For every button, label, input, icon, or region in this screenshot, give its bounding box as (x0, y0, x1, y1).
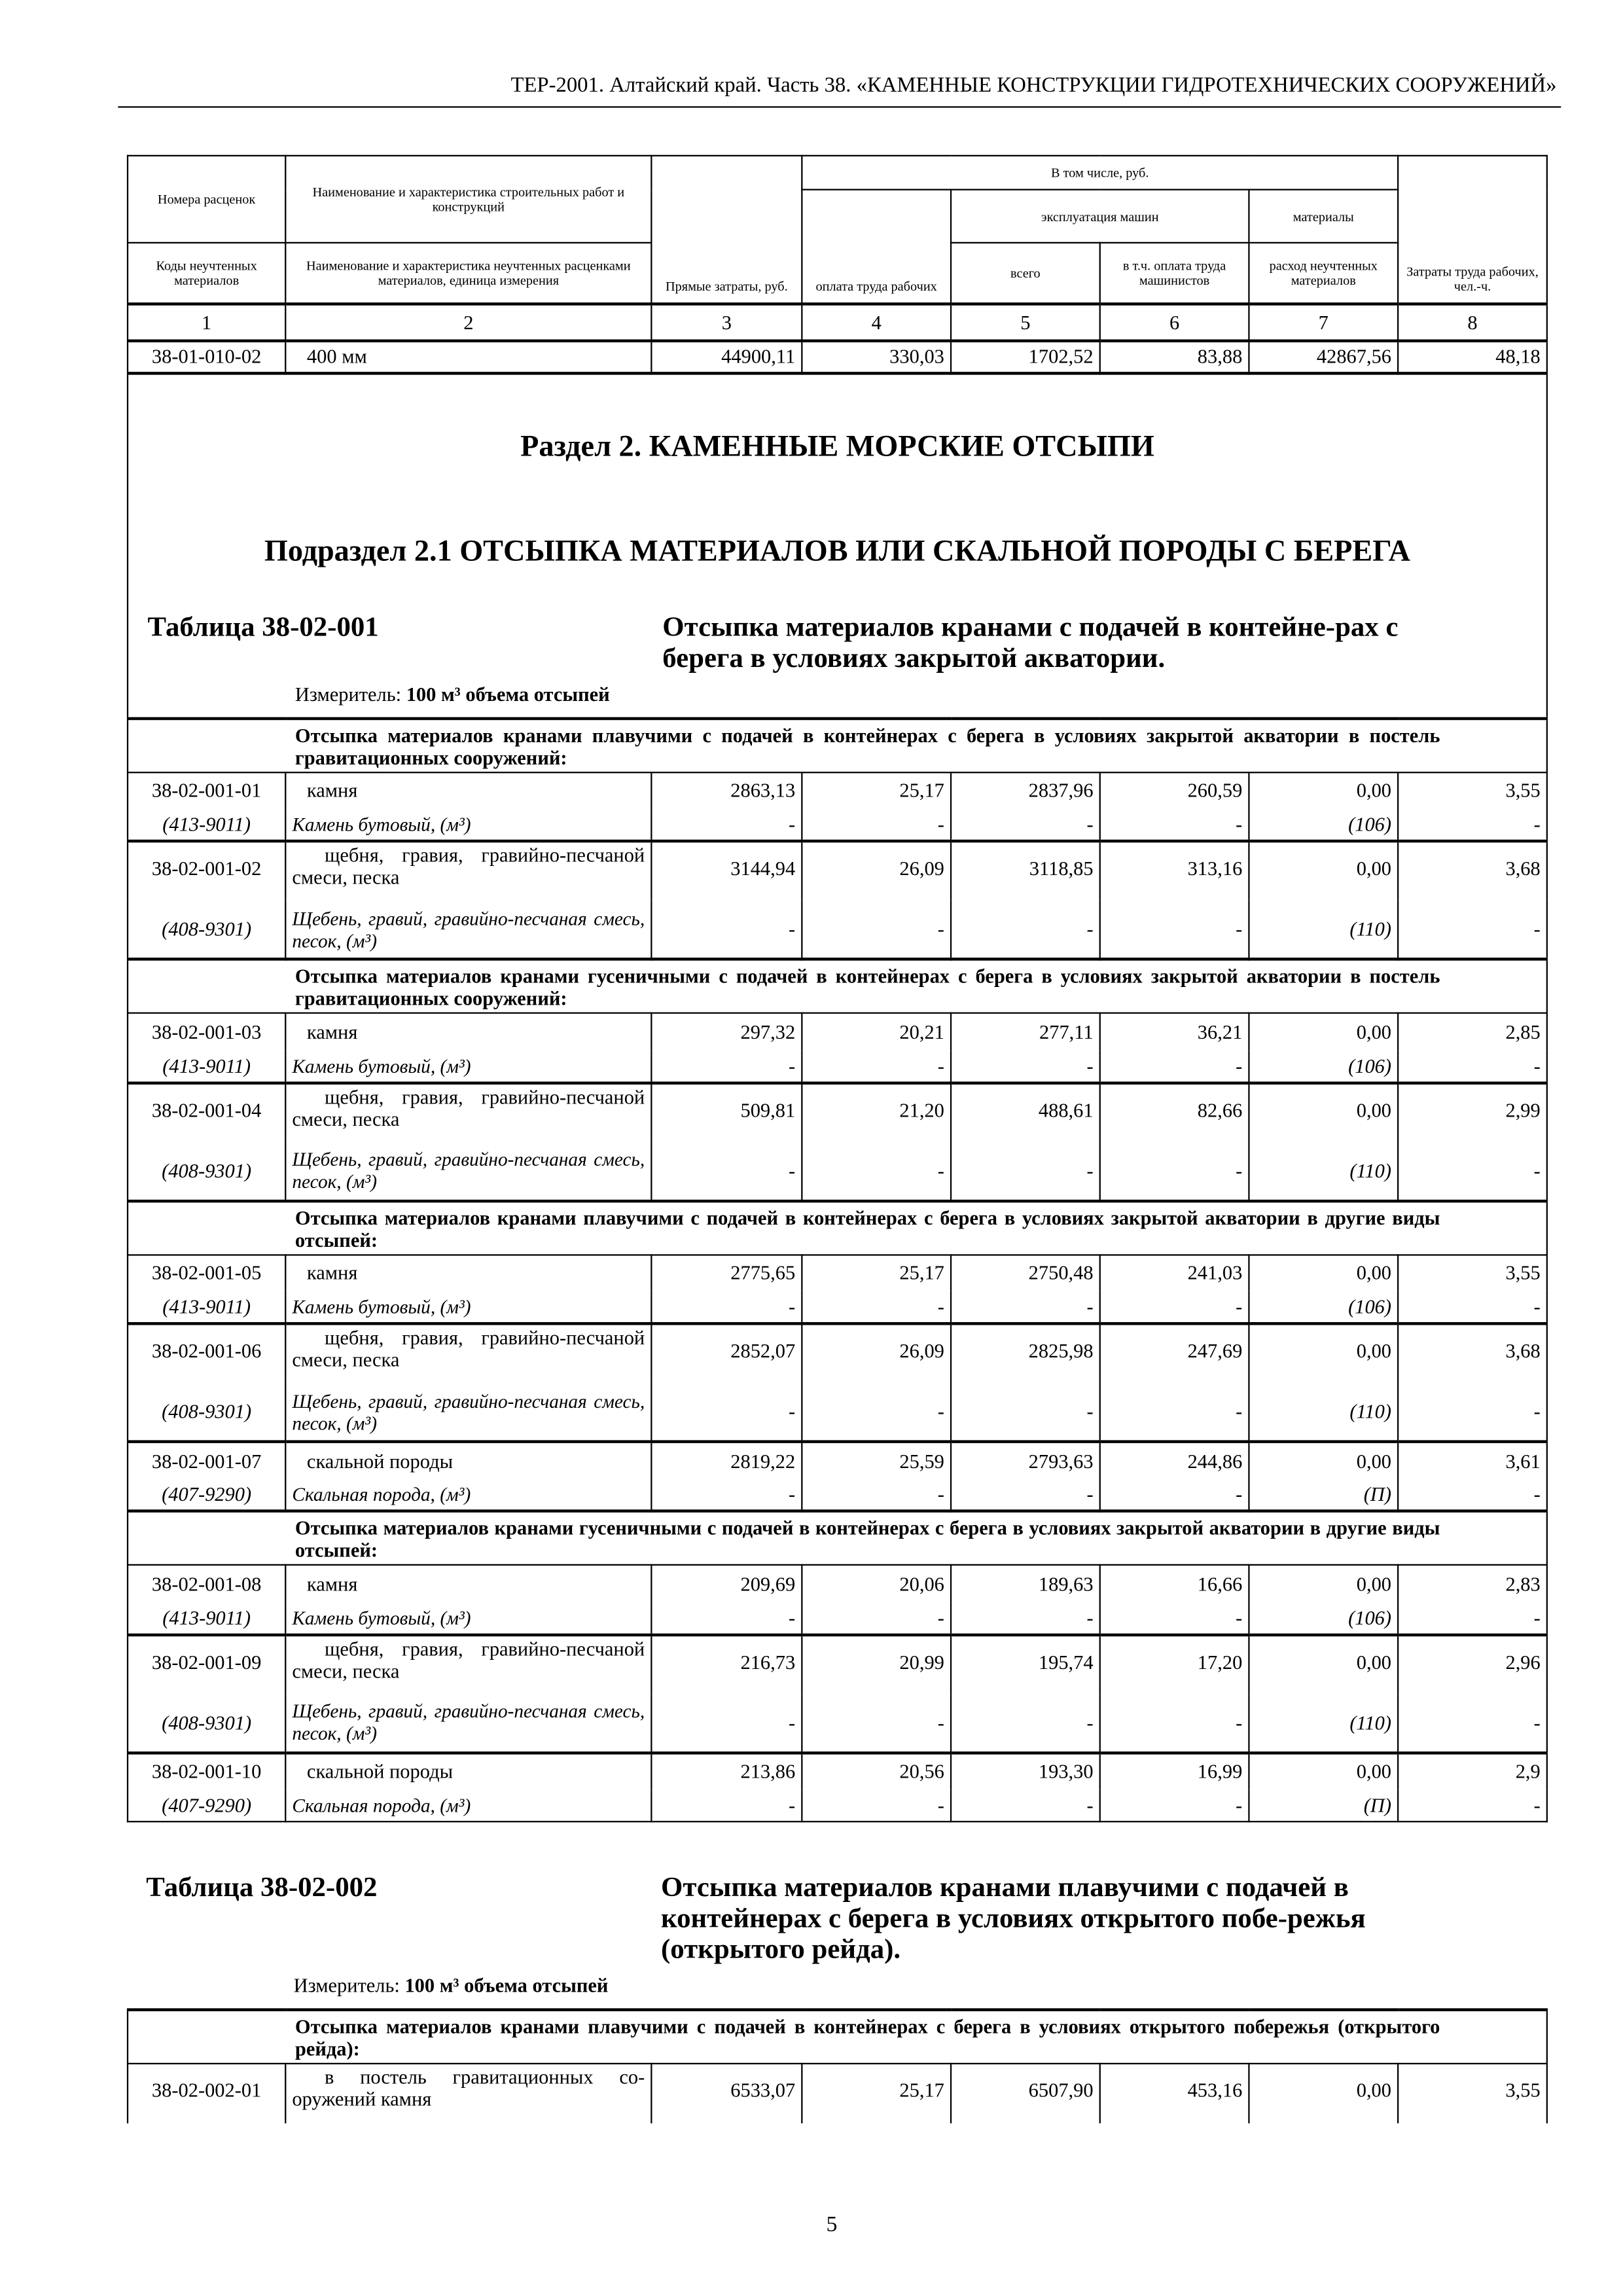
material-value-cell: - (951, 1602, 1100, 1634)
material-value-cell: - (1398, 1693, 1547, 1752)
material-code: (408-9301) (128, 900, 285, 959)
material-row (128, 808, 1547, 841)
rate-row (128, 772, 1547, 808)
value-cell: 3,68 (1398, 841, 1547, 900)
value-cell: 330,03 (802, 340, 951, 373)
rate-name: щебня, гравия, гравийно-песчаной смеси, песка (285, 1083, 651, 1141)
material-row (128, 1382, 1547, 1441)
rate-code: 38-02-002-01 (128, 2064, 285, 2123)
material-name: Камень бутовый, (м³) (285, 808, 651, 841)
rate-row (128, 841, 1547, 900)
value-cell: 2,83 (1398, 1565, 1547, 1602)
value-cell: 2819,22 (651, 1442, 802, 1479)
value-cell: 260,59 (1100, 772, 1249, 808)
rate-name: камня (285, 772, 651, 808)
rate-code: 38-01-010-02 (128, 340, 285, 373)
col8-header: Затраты труда рабочих, чел.-ч. (1398, 156, 1547, 303)
value-cell: 6533,07 (651, 2064, 802, 2123)
rate-name: скальной породы (285, 1752, 651, 1789)
material-value-cell: - (951, 1050, 1100, 1083)
material-name: Камень бутовый, (м³) (285, 1291, 651, 1324)
column-number: 6 (1100, 303, 1249, 340)
material-value-cell: - (651, 1291, 802, 1324)
rate-row (128, 1254, 1547, 1291)
value-cell: 189,63 (951, 1565, 1100, 1602)
material-value-cell: - (1398, 900, 1547, 959)
value-cell: 2793,63 (951, 1442, 1100, 1479)
value-cell: 216,73 (651, 1634, 802, 1693)
material-value-cell: - (1100, 1141, 1249, 1200)
value-cell: 48,18 (1398, 340, 1547, 373)
material-value-cell: - (802, 1382, 951, 1441)
value-cell: 0,00 (1249, 772, 1398, 808)
group-title: Отсыпка материалов кранами плавучими с подачей в контейнерах с берега в условиях закрытой акватории в другие виды отсыпей: (128, 1200, 1547, 1254)
material-name: Щебень, гравий, гравийно-песчаная смесь, песок, (м³) (285, 1141, 651, 1200)
value-cell: 2837,96 (951, 772, 1100, 808)
table-label: Таблица 38-02-001 (147, 611, 379, 643)
value-cell: 509,81 (651, 1083, 802, 1141)
value-cell: 42867,56 (1249, 340, 1398, 373)
page-number: 5 (826, 2213, 838, 2237)
value-cell: 20,06 (802, 1565, 951, 1602)
group-header-row (128, 1511, 1547, 1565)
material-code: (413-9011) (128, 808, 285, 841)
material-value-cell: - (951, 1291, 1100, 1324)
material-row (128, 900, 1547, 959)
rate-code: 38-02-001-03 (128, 1013, 285, 1050)
value-cell: 82,66 (1100, 1083, 1249, 1141)
material-value-cell: - (1398, 1050, 1547, 1083)
measure-value: 100 м³ объема отсыпей (404, 1974, 609, 1997)
material-value-cell: - (802, 1789, 951, 1822)
material-code: (413-9011) (128, 1050, 285, 1083)
group-title: Отсыпка материалов кранами плавучими с подачей в контейнерах с берега в условиях закрытой акватории в постель гравитационных сооружений: (128, 718, 1547, 772)
material-code: (408-9301) (128, 1141, 285, 1200)
rate-name: камня (285, 1565, 651, 1602)
value-cell: 0,00 (1249, 1634, 1398, 1693)
material-value-cell: - (951, 1479, 1100, 1511)
value-cell: 20,56 (802, 1752, 951, 1789)
value-cell: 25,59 (802, 1442, 951, 1479)
material-row (128, 1050, 1547, 1083)
material-value-cell: - (1398, 1291, 1547, 1324)
material-value-cell: - (802, 1050, 951, 1083)
material-value-cell: - (651, 1050, 802, 1083)
material-value-cell: - (651, 1141, 802, 1200)
material-code: (413-9011) (128, 1291, 285, 1324)
section-heading-cell (128, 372, 1547, 718)
col7-header: расход неучтенных материалов (1249, 243, 1398, 303)
value-cell: 2775,65 (651, 1254, 802, 1291)
value-cell: 195,74 (951, 1634, 1100, 1693)
material-value-cell: - (802, 1479, 951, 1511)
value-cell: 3,68 (1398, 1323, 1547, 1382)
material-value-cell: - (951, 1789, 1100, 1822)
material-row (128, 1291, 1547, 1324)
value-cell: 26,09 (802, 1323, 951, 1382)
value-cell: 0,00 (1249, 1442, 1398, 1479)
rate-code: 38-02-001-10 (128, 1752, 285, 1789)
material-name: Щебень, гравий, гравийно-песчаная смесь, песок, (м³) (285, 900, 651, 959)
value-cell: 21,20 (802, 1083, 951, 1141)
material-value-cell: - (951, 1382, 1100, 1441)
value-cell: 0,00 (1249, 2064, 1398, 2123)
value-cell: 44900,11 (651, 340, 802, 373)
material-value-cell: - (1398, 1479, 1547, 1511)
value-cell: 209,69 (651, 1565, 802, 1602)
rate-row (128, 1634, 1547, 1693)
section-title: Раздел 2. КАМЕННЫЕ МОРСКИЕ ОТСЫПИ (520, 430, 1154, 463)
value-cell: 213,86 (651, 1752, 802, 1789)
value-cell: 0,00 (1249, 1013, 1398, 1050)
rate-name: щебня, гравия, гравийно-песчаной смеси, песка (285, 1634, 651, 1693)
rate-row (128, 1323, 1547, 1382)
value-cell: 241,03 (1100, 1254, 1249, 1291)
rate-row (128, 1442, 1547, 1479)
column-number: 3 (651, 303, 802, 340)
material-value-cell: (106) (1249, 808, 1398, 841)
rate-row (128, 1013, 1547, 1050)
material-value-cell: - (802, 900, 951, 959)
column-number: 8 (1398, 303, 1547, 340)
material-value-cell: - (1100, 1479, 1249, 1511)
value-cell: 1702,52 (951, 340, 1100, 373)
rate-name: камня (285, 1013, 651, 1050)
value-cell: 2750,48 (951, 1254, 1100, 1291)
material-name: Скальная порода, (м³) (285, 1789, 651, 1822)
material-value-cell: (110) (1249, 1141, 1398, 1200)
material-value-cell: - (802, 1693, 951, 1752)
col6-header: в т.ч. оплата труда машинистов (1100, 243, 1249, 303)
material-name: Камень бутовый, (м³) (285, 1602, 651, 1634)
material-code: (408-9301) (128, 1382, 285, 1441)
group-title: Отсыпка материалов кранами гусеничными с подачей в контейнерах с берега в условиях закрытой акватории в другие виды отсыпей: (128, 1511, 1547, 1565)
value-cell: 488,61 (951, 1083, 1100, 1141)
material-value-cell: (106) (1249, 1602, 1398, 1634)
material-code: (407-9290) (128, 1479, 285, 1511)
value-cell: 20,21 (802, 1013, 951, 1050)
rate-code: 38-02-001-09 (128, 1634, 285, 1693)
value-cell: 0,00 (1249, 1323, 1398, 1382)
rate-code: 38-02-001-04 (128, 1083, 285, 1141)
materials-header: материалы (1249, 190, 1398, 243)
value-cell: 0,00 (1249, 1752, 1398, 1789)
material-value-cell: - (651, 1479, 802, 1511)
value-cell: 277,11 (951, 1013, 1100, 1050)
material-row (128, 1602, 1547, 1634)
material-value-cell: - (1100, 1050, 1249, 1083)
material-row (128, 1789, 1547, 1822)
rate-name: скальной породы (285, 1442, 651, 1479)
value-cell: 2,96 (1398, 1634, 1547, 1693)
value-cell: 6507,90 (951, 2064, 1100, 2123)
group-title: Отсыпка материалов кранами гусеничными с подачей в контейнерах с берега в условиях закрытой акватории в постель гравитационных сооружений: (128, 959, 1547, 1013)
machines-header: эксплуатация машин (951, 190, 1249, 243)
rate-row (128, 1565, 1547, 1602)
value-cell: 0,00 (1249, 1083, 1398, 1141)
column-number: 2 (285, 303, 651, 340)
value-cell: 3,55 (1398, 1254, 1547, 1291)
col2-header-bottom: Наименование и характеристика неучтенных расценками материалов, единица измерения (285, 243, 651, 303)
value-cell: 0,00 (1249, 1254, 1398, 1291)
rate-code: 38-02-001-07 (128, 1442, 285, 1479)
col1-header-bottom: Коды неучтенных материалов (128, 243, 285, 303)
material-code: (413-9011) (128, 1602, 285, 1634)
group-header-row (128, 1200, 1547, 1254)
material-name: Щебень, гравий, гравийно-песчаная смесь, песок, (м³) (285, 1693, 651, 1752)
material-value-cell: - (1100, 1291, 1249, 1324)
value-cell: 193,30 (951, 1752, 1100, 1789)
value-cell: 3118,85 (951, 841, 1100, 900)
value-cell: 25,17 (802, 1254, 951, 1291)
value-cell: 3,55 (1398, 2064, 1547, 2123)
value-cell: 3144,94 (651, 841, 802, 900)
value-cell: 2825,98 (951, 1323, 1100, 1382)
value-cell: 25,17 (802, 772, 951, 808)
material-name: Щебень, гравий, гравийно-песчаная смесь, песок, (м³) (285, 1382, 651, 1441)
table-title: Отсыпка материалов кранами плавучими с подачей в контейнерах с берега в условиях открытого побе-режья (открытого рейда). (661, 1872, 1366, 1965)
group-header-row (128, 959, 1547, 1013)
rates-table-1 (127, 155, 1548, 1823)
material-value-cell: - (1100, 900, 1249, 959)
material-value-cell: - (1100, 1789, 1249, 1822)
material-value-cell: (106) (1249, 1050, 1398, 1083)
col4-header: оплата труда рабочих (802, 190, 951, 304)
material-value-cell: - (951, 1141, 1100, 1200)
value-cell: 26,09 (802, 841, 951, 900)
running-header: ТЕР-2001. Алтайский край. Часть 38. «КАМЕННЫЕ КОНСТРУКЦИИ ГИДРОТЕХНИЧЕСКИХ СООРУЖЕНИЙ» (510, 73, 1557, 98)
value-cell: 16,66 (1100, 1565, 1249, 1602)
material-value-cell: (П) (1249, 1789, 1398, 1822)
group-header-row (128, 2010, 1547, 2064)
material-value-cell: - (951, 808, 1100, 841)
material-code: (407-9290) (128, 1789, 285, 1822)
rate-row (128, 1083, 1547, 1141)
material-value-cell: - (802, 808, 951, 841)
rate-code: 38-02-001-06 (128, 1323, 285, 1382)
value-cell: 2,85 (1398, 1013, 1547, 1050)
value-cell: 20,99 (802, 1634, 951, 1693)
material-value-cell: - (651, 1602, 802, 1634)
rate-name: щебня, гравия, гравийно-песчаной смеси, песка (285, 841, 651, 900)
group-title: Отсыпка материалов кранами плавучими с подачей в контейнерах с берега в условиях открытого побережья (открытого рейда): (128, 2010, 1547, 2064)
material-name: Камень бутовый, (м³) (285, 1050, 651, 1083)
material-value-cell: - (951, 1693, 1100, 1752)
material-value-cell: (П) (1249, 1479, 1398, 1511)
rate-code: 38-02-001-05 (128, 1254, 285, 1291)
material-value-cell: - (651, 1693, 802, 1752)
measure-value: 100 м³ объема отсыпей (406, 682, 610, 705)
value-cell: 0,00 (1249, 841, 1398, 900)
value-cell: 247,69 (1100, 1323, 1249, 1382)
group-header-row (128, 718, 1547, 772)
material-value-cell: - (1398, 1141, 1547, 1200)
rate-code: 38-02-001-01 (128, 772, 285, 808)
column-number: 7 (1249, 303, 1398, 340)
material-value-cell: - (1398, 1602, 1547, 1634)
col5-header: всего (951, 243, 1100, 303)
material-value-cell: - (951, 900, 1100, 959)
rate-name: в постель гравитационных со-оружений камня (285, 2064, 651, 2123)
value-cell: 453,16 (1100, 2064, 1249, 2123)
column-number: 4 (802, 303, 951, 340)
material-value-cell: - (802, 1291, 951, 1324)
measure-line (295, 683, 610, 705)
value-cell: 0,00 (1249, 1565, 1398, 1602)
col2-header-top: Наименование и характеристика строительных работ и конструкций (285, 156, 651, 243)
rate-row (128, 2064, 1547, 2123)
material-value-cell: - (1100, 1602, 1249, 1634)
value-cell: 25,17 (802, 2064, 951, 2123)
header-rule (118, 106, 1561, 107)
measure-label: Измеритель: (294, 682, 402, 705)
value-cell: 2,99 (1398, 1083, 1547, 1141)
value-cell: 313,16 (1100, 841, 1249, 900)
col3-header: Прямые затраты, руб. (651, 156, 802, 303)
rate-name: щебня, гравия, гравийно-песчаной смеси, песка (285, 1323, 651, 1382)
incl-header: В том числе, руб. (802, 156, 1398, 190)
table-label: Таблица 38-02-002 (146, 1872, 378, 1904)
material-row (128, 1479, 1547, 1511)
column-numbers-row (128, 303, 1547, 340)
measure-line (294, 1975, 609, 1998)
material-value-cell: (110) (1249, 1693, 1398, 1752)
rate-code: 38-02-001-08 (128, 1565, 285, 1602)
material-value-cell: - (651, 1382, 802, 1441)
carry-row (128, 340, 1547, 373)
value-cell: 3,55 (1398, 772, 1547, 808)
material-value-cell: - (802, 1141, 951, 1200)
material-value-cell: - (1398, 808, 1547, 841)
rate-name: камня (285, 1254, 651, 1291)
rate-code: 38-02-001-02 (128, 841, 285, 900)
material-value-cell: - (651, 1789, 802, 1822)
material-value-cell: (106) (1249, 1291, 1398, 1324)
material-value-cell: (110) (1249, 1382, 1398, 1441)
material-value-cell: (110) (1249, 900, 1398, 959)
material-code: (408-9301) (128, 1693, 285, 1752)
rate-row (128, 1752, 1547, 1789)
value-cell: 2,9 (1398, 1752, 1547, 1789)
col1-header-top: Номера расценок (128, 156, 285, 243)
material-value-cell: - (802, 1602, 951, 1634)
material-value-cell: - (651, 900, 802, 959)
value-cell: 297,32 (651, 1013, 802, 1050)
material-value-cell: - (1398, 1789, 1547, 1822)
value-cell: 83,88 (1100, 340, 1249, 373)
subsection-title: Подраздел 2.1 ОТСЫПКА МАТЕРИАЛОВ ИЛИ СКАЛЬНОЙ ПОРОДЫ С БЕРЕГА (264, 535, 1410, 567)
value-cell: 2863,13 (651, 772, 802, 808)
value-cell: 36,21 (1100, 1013, 1249, 1050)
column-number: 1 (128, 303, 285, 340)
measure-label: Измеритель: (293, 1974, 400, 1997)
material-value-cell: - (1100, 1382, 1249, 1441)
material-row (128, 1693, 1547, 1752)
material-value-cell: - (651, 808, 802, 841)
value-cell: 244,86 (1100, 1442, 1249, 1479)
material-value-cell: - (1100, 808, 1249, 841)
material-name: Скальная порода, (м³) (285, 1479, 651, 1511)
value-cell: 2852,07 (651, 1323, 802, 1382)
rates-table-2 (127, 2008, 1548, 2123)
table-title: Отсыпка материалов кранами с подачей в контейне-рах с берега в условиях закрытой акватории. (662, 611, 1399, 674)
material-value-cell: - (1398, 1382, 1547, 1441)
material-value-cell: - (1100, 1693, 1249, 1752)
column-number: 5 (951, 303, 1100, 340)
rate-name: 400 мм (285, 340, 651, 373)
value-cell: 17,20 (1100, 1634, 1249, 1693)
value-cell: 3,61 (1398, 1442, 1547, 1479)
value-cell: 16,99 (1100, 1752, 1249, 1789)
material-row (128, 1141, 1547, 1200)
